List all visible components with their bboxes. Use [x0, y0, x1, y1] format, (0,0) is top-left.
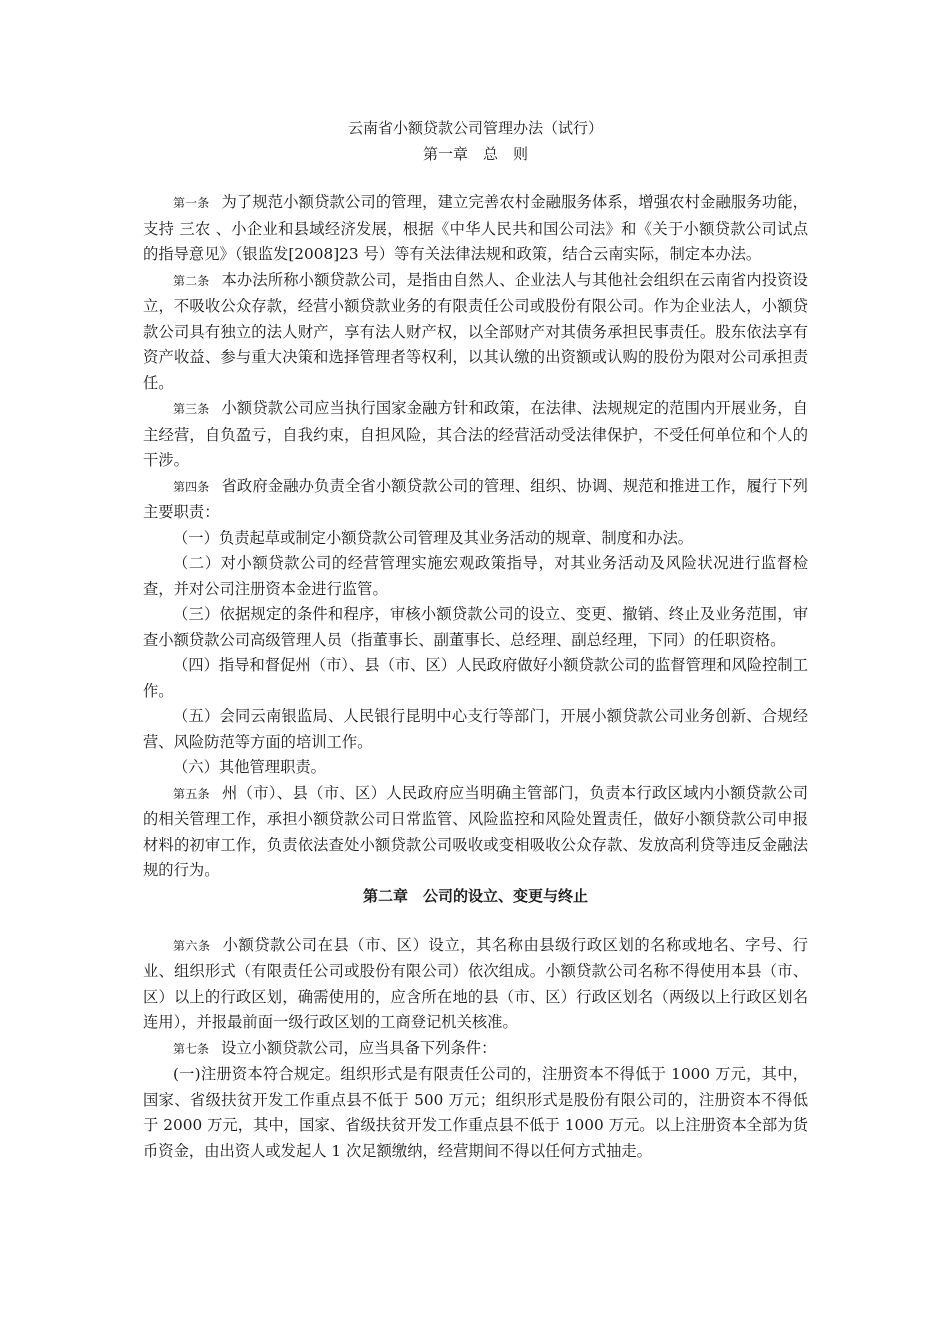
article-3 — [143, 396, 808, 474]
document-page — [143, 116, 808, 1164]
article-label: 第一条 — [173, 196, 210, 210]
article-text: 小额贷款公司应当执行国家金融方针和政策，在法律、法规规定的范围内开展业务，自主经营，自负盈亏，自我约束，自担风险，其合法的经营活动受法律保护，不受任何单位和个人的干涉。 — [143, 399, 808, 469]
article-text: 本办法所称小额贷款公司，是指由自然人、企业法人与其他社会组织在云南省内投资设立，不吸收公众存款，经营小额贷款业务的有限责任公司或股份有限公司。作为企业法人，小额贷款公司具有独立的法人财产，享有法人财产权，以全部财产对其债务承担民事责任。股东依法享有资产收益、参与重大决策和选择管理者等权利，以其认缴的出资额或认购的股份为限对公司承担责任。 — [143, 270, 808, 392]
article-2 — [143, 268, 808, 397]
article-text: 州（市）、县（市、区）人民政府应当明确主管部门，负责本行政区域内小额贷款公司的相关管理工作，承担小额贷款公司日常监管、风险监控和风险处置责任，做好小额贷款公司申报材料的初审工作，负责依法查处小额贷款公司吸收或变相吸收公众存款、发放高利贷等违反金融法规的行为。 — [143, 783, 808, 879]
article-text: 为了规范小额贷款公司的管理，建立完善农村金融服务体系，增强农村金融服务功能，支持 三农 、小企业和县域经济发展，根据《中华人民共和国公司法》和《关于小额贷款公司试点的指导意见》（银监发[2008]23 号）等有关法律法规和政策，结合云南实际，制定本办法。 — [143, 193, 808, 263]
article-label: 第三条 — [173, 402, 210, 416]
article-4-item: （三）依据规定的条件和程序，审核小额贷款公司的设立、变更、撤销、终止及业务范围，审查小额贷款公司高级管理人员（指董事长、副董事长、总经理、副总经理，下同）的任职资格。 — [143, 605, 808, 649]
article-5 — [143, 781, 808, 884]
document-title: 云南省小额贷款公司管理办法（试行） — [347, 119, 603, 137]
article-text: 设立小额贷款公司，应当具备下列条件： — [221, 1038, 497, 1057]
article-4-item: （二）对小额贷款公司的经营管理实施宏观政策指导，对其业务活动及风险状况进行监督检查，并对公司注册资本金进行监管。 — [143, 554, 808, 598]
article-label: 第六条 — [173, 938, 211, 953]
article-label: 第二条 — [173, 273, 210, 288]
article-4-item: （四）指导和督促州（市）、县（市、区）人民政府做好小额贷款公司的监督管理和风险控制工作。 — [143, 656, 808, 700]
chapter-2-heading: 第二章 公司的设立、变更与终止 — [362, 886, 588, 905]
chapter-1-heading: 第一章 总 则 — [422, 145, 528, 163]
article-label: 第五条 — [173, 786, 211, 801]
article-7-item: (一)注册资本符合规定。组织形式是有限责任公司的，注册资本不得低于 1000 万元，其中，国家、省级扶贫开发工作重点县不低于 500 万元；组织形式是股份有限公司的，注册资本不得低于 2000 万元，其中，国家、省级扶贫开发工作重点县不低于 1000 万元。以上注册资本全部为货币资金，由出资人或发起人 1 次足额缴纳，经营期间不得以任何方式抽走。 — [143, 1065, 808, 1160]
article-4 — [143, 474, 808, 526]
spacer — [143, 166, 808, 190]
article-4-item: （五）会同云南银监局、人民银行昆明中心支行等部门，开展小额贷款公司业务创新、合规经营、风险防范等方面的培训工作。 — [143, 707, 808, 751]
article-text: 小额贷款公司在县（市、区）设立，其名称由县级行政区划的名称或地名、字号、行业、组织形式（有限责任公司或股份有限公司）依次组成。小额贷款公司名称不得使用本县（市、区）以上的行政区划，确需使用的，应含所在地的县（市、区）行政区划名（两级以上行政区划名连用），并报最前面一级行政区划的工商登记机关核准。 — [143, 935, 808, 1031]
spacer — [143, 909, 808, 933]
article-4-item: （六）其他管理职责。 — [173, 758, 326, 776]
article-text: 省政府金融办负责全省小额贷款公司的管理、组织、协调、规范和推进工作，履行下列主要职责： — [143, 476, 808, 521]
article-1 — [143, 190, 808, 268]
article-6 — [143, 933, 808, 1036]
article-label: 第四条 — [173, 479, 210, 494]
article-label: 第七条 — [173, 1041, 210, 1056]
article-7 — [143, 1036, 808, 1063]
article-4-item: （一）负责起草或制定小额贷款公司管理及其业务活动的规章、制度和办法。 — [173, 528, 694, 547]
